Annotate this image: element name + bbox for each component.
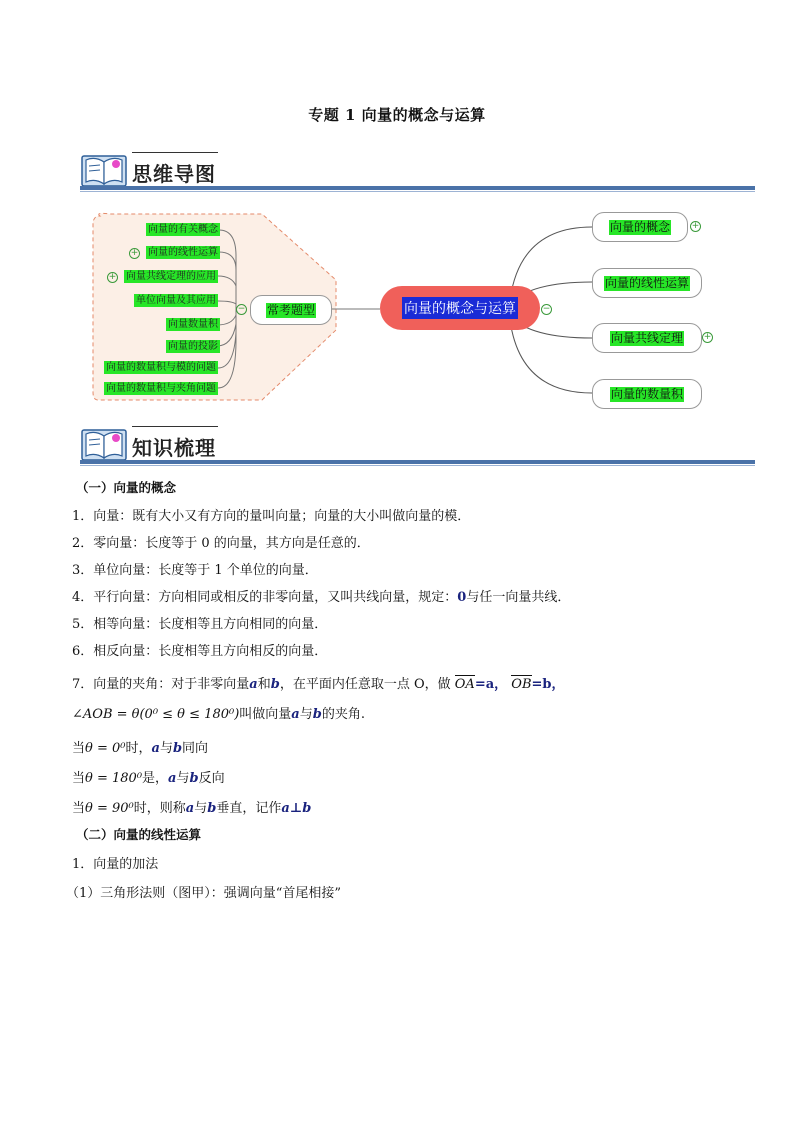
left-item[interactable]: 向量的数量积与模的问题	[106, 362, 216, 373]
paragraph: 1．向量：既有大小又有方向的量叫向量；向量的大小叫做向量的模．	[72, 509, 471, 524]
subsection-heading: （一）向量的概念	[76, 480, 177, 495]
paragraph: 当θ = 90⁰时，则称a与b垂直，记作a⊥b	[72, 801, 312, 816]
expand-plus-icon[interactable]: +	[108, 272, 117, 282]
left-item[interactable]: 向量的投影	[168, 341, 218, 352]
left-item[interactable]: 向量数量积	[168, 319, 218, 330]
paragraph: ∠AOB = θ(0⁰ ≤ θ ≤ 180⁰)叫做向量a与b的夹角.	[72, 707, 365, 722]
section-title: 知识梳理	[132, 436, 216, 460]
left-item[interactable]: 向量的数量积与夹角问题	[106, 383, 216, 394]
paragraph: 7．向量的夹角：对于非零向量a和b，在平面内任意取一点 O，做 OA=a， OB=b，	[72, 677, 565, 692]
center-node[interactable]: 向量的概念与运算	[380, 286, 540, 330]
vector-ob: OB	[511, 677, 532, 692]
expand-plus-icon[interactable]: +	[130, 248, 139, 258]
left-item[interactable]: 向量的有关概念	[148, 224, 218, 235]
left-item[interactable]: 向量的线性运算	[148, 247, 218, 258]
right-node[interactable]: 向量的数量积	[592, 379, 702, 409]
paragraph: 2．零向量：长度等于 0 的向量，其方向是任意的．	[72, 536, 370, 551]
subsection-heading: （二）向量的线性运算	[76, 827, 202, 842]
paragraph: 4．平行向量：方向相同或相反的非零向量，又叫共线向量，规定：0与任一向量共线．	[72, 590, 571, 605]
right-node[interactable]: 向量的概念	[592, 212, 688, 242]
book-icon	[80, 152, 128, 188]
expand-plus-icon[interactable]: +	[691, 221, 700, 231]
section-header-mindmap	[80, 150, 755, 194]
collapse-minus-icon[interactable]: −	[542, 304, 551, 314]
page-title: 专题 1 向量的概念与运算	[308, 106, 486, 124]
paragraph: 当θ = 0⁰时，a与b同向	[72, 741, 209, 756]
paragraph: 5．相等向量：长度相等且方向相同的向量．	[72, 617, 328, 632]
paragraph: 3．单位向量：长度等于 1 个单位的向量．	[72, 563, 318, 578]
left-item[interactable]: 单位向量及其应用	[136, 295, 216, 306]
book-icon	[80, 426, 128, 462]
paragraph: 6．相反向量：长度相等且方向相反的向量．	[72, 644, 328, 659]
right-node[interactable]: 向量共线定理	[592, 323, 702, 353]
section-title: 思维导图	[132, 162, 216, 186]
paragraph: 1．向量的加法	[72, 857, 159, 872]
expand-plus-icon[interactable]: +	[703, 332, 712, 342]
paragraph: 当θ = 180⁰是，a与b反向	[72, 771, 225, 786]
left-item[interactable]: 向量共线定理的应用	[126, 271, 216, 282]
paragraph: （1）三角形法则（图甲）：强调向量“首尾相接”	[66, 886, 342, 901]
section-header-knowledge	[80, 424, 755, 468]
collapse-minus-icon[interactable]: −	[237, 304, 246, 314]
vector-oa: OA	[454, 677, 475, 692]
right-node[interactable]: 向量的线性运算	[592, 268, 702, 298]
hub-node[interactable]: 常考题型	[250, 295, 332, 325]
